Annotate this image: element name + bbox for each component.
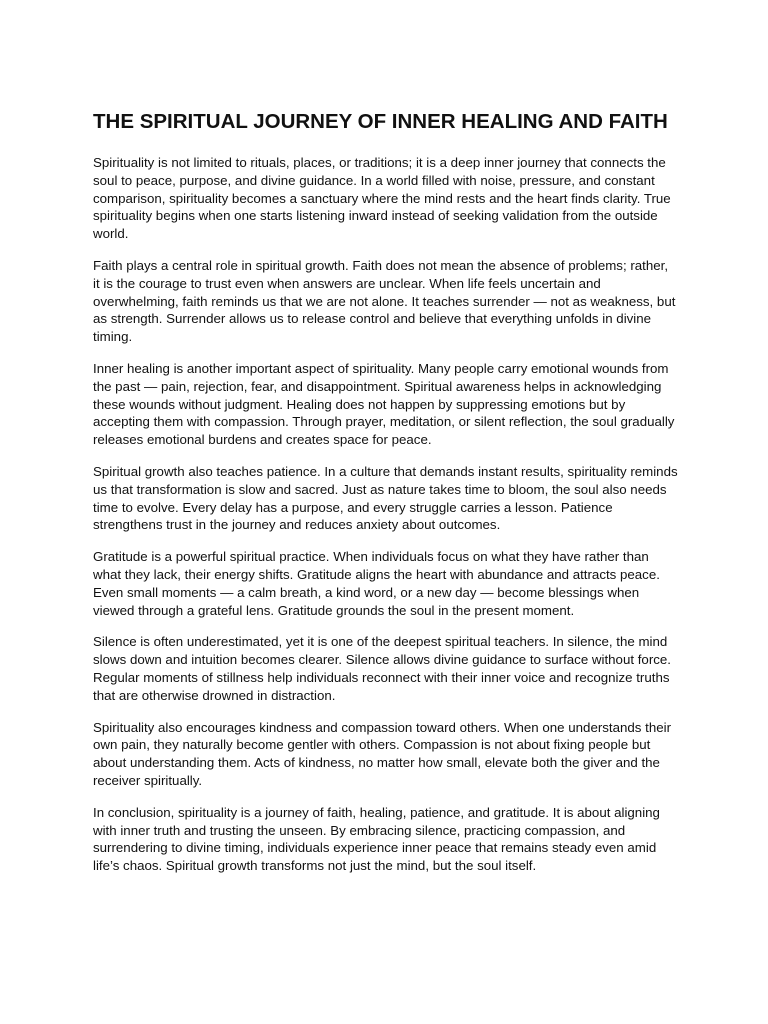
- document-title: THE SPIRITUAL JOURNEY OF INNER HEALING AND FAITH: [93, 110, 668, 133]
- paragraph-gratitude: Gratitude is a powerful spiritual practice. When individuals focus on what they have rather than what they lack, their energy shifts. Gratitude aligns the heart with abundance and attracts peace. Even small moments — a calm breath, a kind word, or a new day — become blessings when viewed through a grateful lens. Gratitude grounds the soul in the present moment.: [93, 549, 660, 618]
- document-body: [93, 108, 678, 889]
- paragraph-compassion: Spirituality also encourages kindness and compassion toward others. When one understands their own pain, they naturally become gentler with others. Compassion is not about fixing people but about understanding them. Acts of kindness, no matter how small, elevate both the giver and the receiver spiritually.: [93, 719, 672, 788]
- paragraph-silence: Silence is often underestimated, yet it is one of the deepest spiritual teachers. In silence, the mind slows down and intuition becomes clearer. Silence allows divine guidance to surface without force. Regular moments of stillness help individuals reconnect with their inner voice and recognize truths that are otherwise drowned in distraction.: [93, 634, 671, 703]
- paragraph-intro: Spirituality is not limited to rituals, places, or traditions; it is a deep inner journey that connects the soul to peace, purpose, and divine guidance. In a world filled with noise, pressure, and constant comparison, spirituality becomes a sanctuary where the mind rests and the heart finds clarity. True spirituality begins when one starts listening inward instead of seeking validation from the outside world.: [93, 155, 671, 242]
- paragraph-conclusion: In conclusion, spirituality is a journey of faith, healing, patience, and gratitude. It is about aligning with inner truth and trusting the unseen. By embracing silence, practicing compassion, and surrendering to divine timing, individuals experience inner peace that remains steady even amid life’s chaos. Spiritual growth transforms not just the mind, but the soul itself.: [93, 804, 660, 874]
- paragraph-patience: Spiritual growth also teaches patience. In a culture that demands instant results, spirituality reminds us that transformation is slow and sacred. Just as nature takes time to bloom, the soul also needs time to evolve. Every delay has a purpose, and every struggle carries a lesson. Patience strengthens trust in the journey and reduces anxiety about outcomes.: [93, 463, 678, 533]
- paragraph-inner-healing: Inner healing is another important aspect of spirituality. Many people carry emotional wounds from the past — pain, rejection, fear, and disappointment. Spiritual awareness helps in acknowledging these wounds without judgment. Healing does not happen by suppressing emotions but by accepting them with compassion. Through prayer, meditation, or silent reflection, the soul gradually releases emotional burdens and creates space for peace.: [93, 360, 675, 448]
- paragraph-faith: Faith plays a central role in spiritual growth. Faith does not mean the absence of problems; rather, it is the courage to trust even when answers are unclear. When life feels uncertain and overwhelming, faith reminds us that we are not alone. It teaches surrender — not as weakness, but as strength. Surrender allows us to release control and believe that everything unfolds in divine timing.: [93, 257, 676, 345]
